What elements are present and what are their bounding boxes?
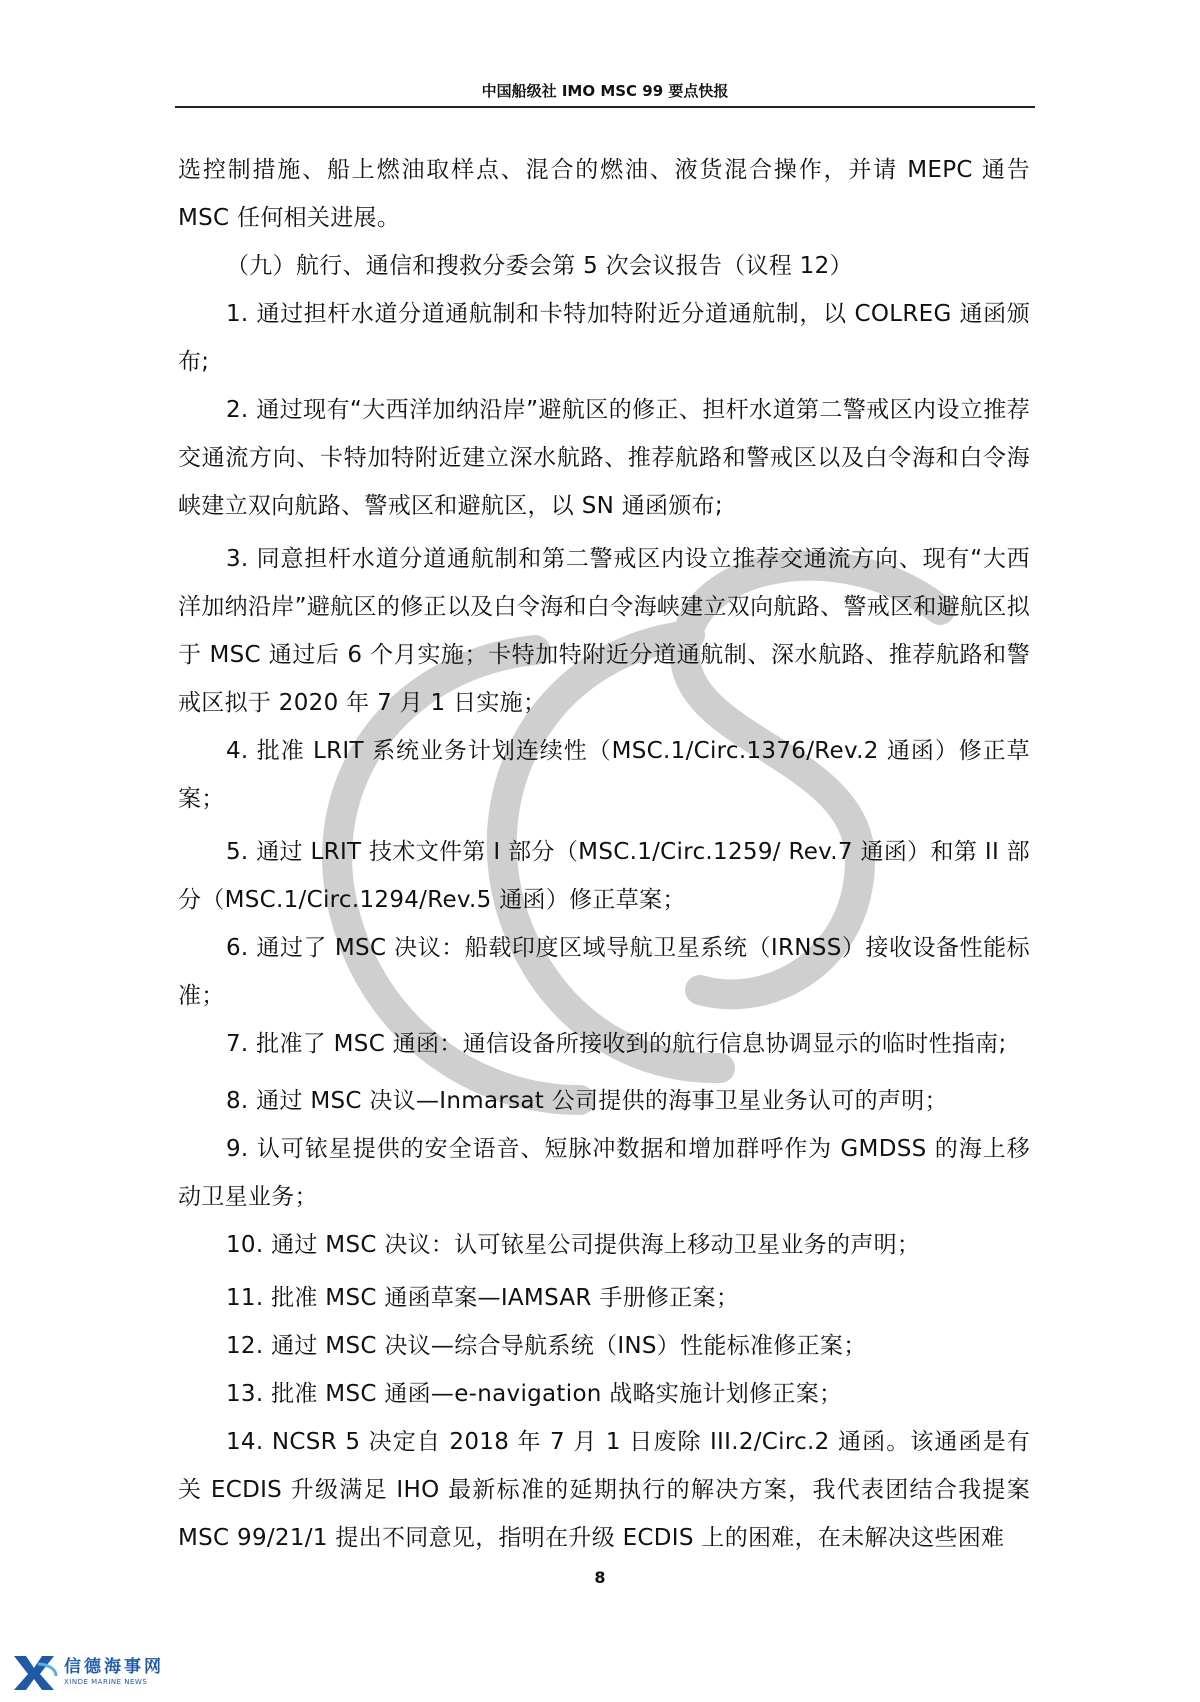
list-item-13: 13. 批准 MSC 通函—e-navigation 战略实施计划修正案； (226, 1381, 843, 1407)
logo-chinese-name: 信德海事网 (64, 1657, 164, 1677)
page-number: 8 (594, 1568, 606, 1587)
xinde-marine-logo (12, 1652, 164, 1692)
list-item-7: 7. 批准了 MSC 通函：通信设备所接收到的航行信息协调显示的临时性指南; (226, 1031, 1007, 1057)
header-divider (175, 106, 1035, 108)
list-item-2: 2. 通过现有“大西洋加纳沿岸”避航区的修正、担杆水道第二警戒区内设立推荐交通流方向、卡特加特附近建立深水航路、推荐航路和警戒区以及白令海和白令海峡建立双向航路、警戒区和避航区，以 SN 通函颁布; (178, 397, 1030, 519)
list-item-8: 8. 通过 MSC 决议—Inmarsat 公司提供的海事卫星业务认可的声明； (226, 1088, 948, 1114)
list-item-12: 12. 通过 MSC 决议—综合导航系统（INS）性能标准修正案； (226, 1333, 867, 1359)
list-item-10: 10. 通过 MSC 决议：认可铱星公司提供海上移动卫星业务的声明； (226, 1232, 921, 1258)
list-item-5: 5. 通过 LRIT 技术文件第 I 部分（MSC.1/Circ.1259/ Rev.7 通函）和第 II 部分（MSC.1/Circ.1294/Rev.5 通函）修正草案； (178, 839, 1030, 913)
list-item-6: 6. 通过了 MSC 决议：船载印度区域导航卫星系统（IRNSS）接收设备性能标准； (178, 935, 1030, 1009)
list-item-14: 14. NCSR 5 决定自 2018 年 7 月 1 日废除 III.2/Circ.2 通函。该通函是有关 ECDIS 升级满足 IHO 最新标准的延期执行的解决方案，我代表团结合我提案 MSC 99/21/1 提出不同意见，指明在升级 ECDIS 上的困难，在未解决这些困难 (178, 1429, 1030, 1551)
xd-logo-icon (12, 1652, 58, 1692)
list-item-1: 1. 通过担杆水道分道通航制和卡特加特附近分道通航制，以 COLREG 通函颁布; (178, 301, 1030, 375)
list-item-3: 3. 同意担杆水道分道通航制和第二警戒区内设立推荐交通流方向、现有“大西洋加纳沿岸”避航区的修正以及白令海和白令海峡建立双向航路、警戒区和避航区拟于 MSC 通过后 6 个月实施；卡特加特附近分道通航制、深水航路、推荐航路和警戒区拟于 2020 年 7 月 1 日实施； (178, 546, 1030, 716)
list-item-4: 4. 批准 LRIT 系统业务计划连续性（MSC.1/Circ.1376/Rev.2 通函）修正草案； (178, 738, 1030, 812)
list-item-9: 9. 认可铱星提供的安全语音、短脉冲数据和增加群呼作为 GMDSS 的海上移动卫星业务； (178, 1136, 1030, 1210)
page-header-title: 中国船级社 IMO MSC 99 要点快报 (481, 82, 729, 100)
document-body (178, 146, 1030, 1562)
logo-english-name: XINDE MARINE NEWS (64, 1678, 148, 1686)
paragraph-continuation: 选控制措施、船上燃油取样点、混合的燃油、液货混合操作，并请 MEPC 通告 MSC 任何相关进展。 (178, 157, 1030, 231)
section-heading-9: （九）航行、通信和搜救分委会第 5 次会议报告（议程 12） (226, 253, 853, 279)
list-item-11: 11. 批准 MSC 通函草案—IAMSAR 手册修正案； (226, 1285, 740, 1311)
logo-text-block (64, 1657, 164, 1687)
